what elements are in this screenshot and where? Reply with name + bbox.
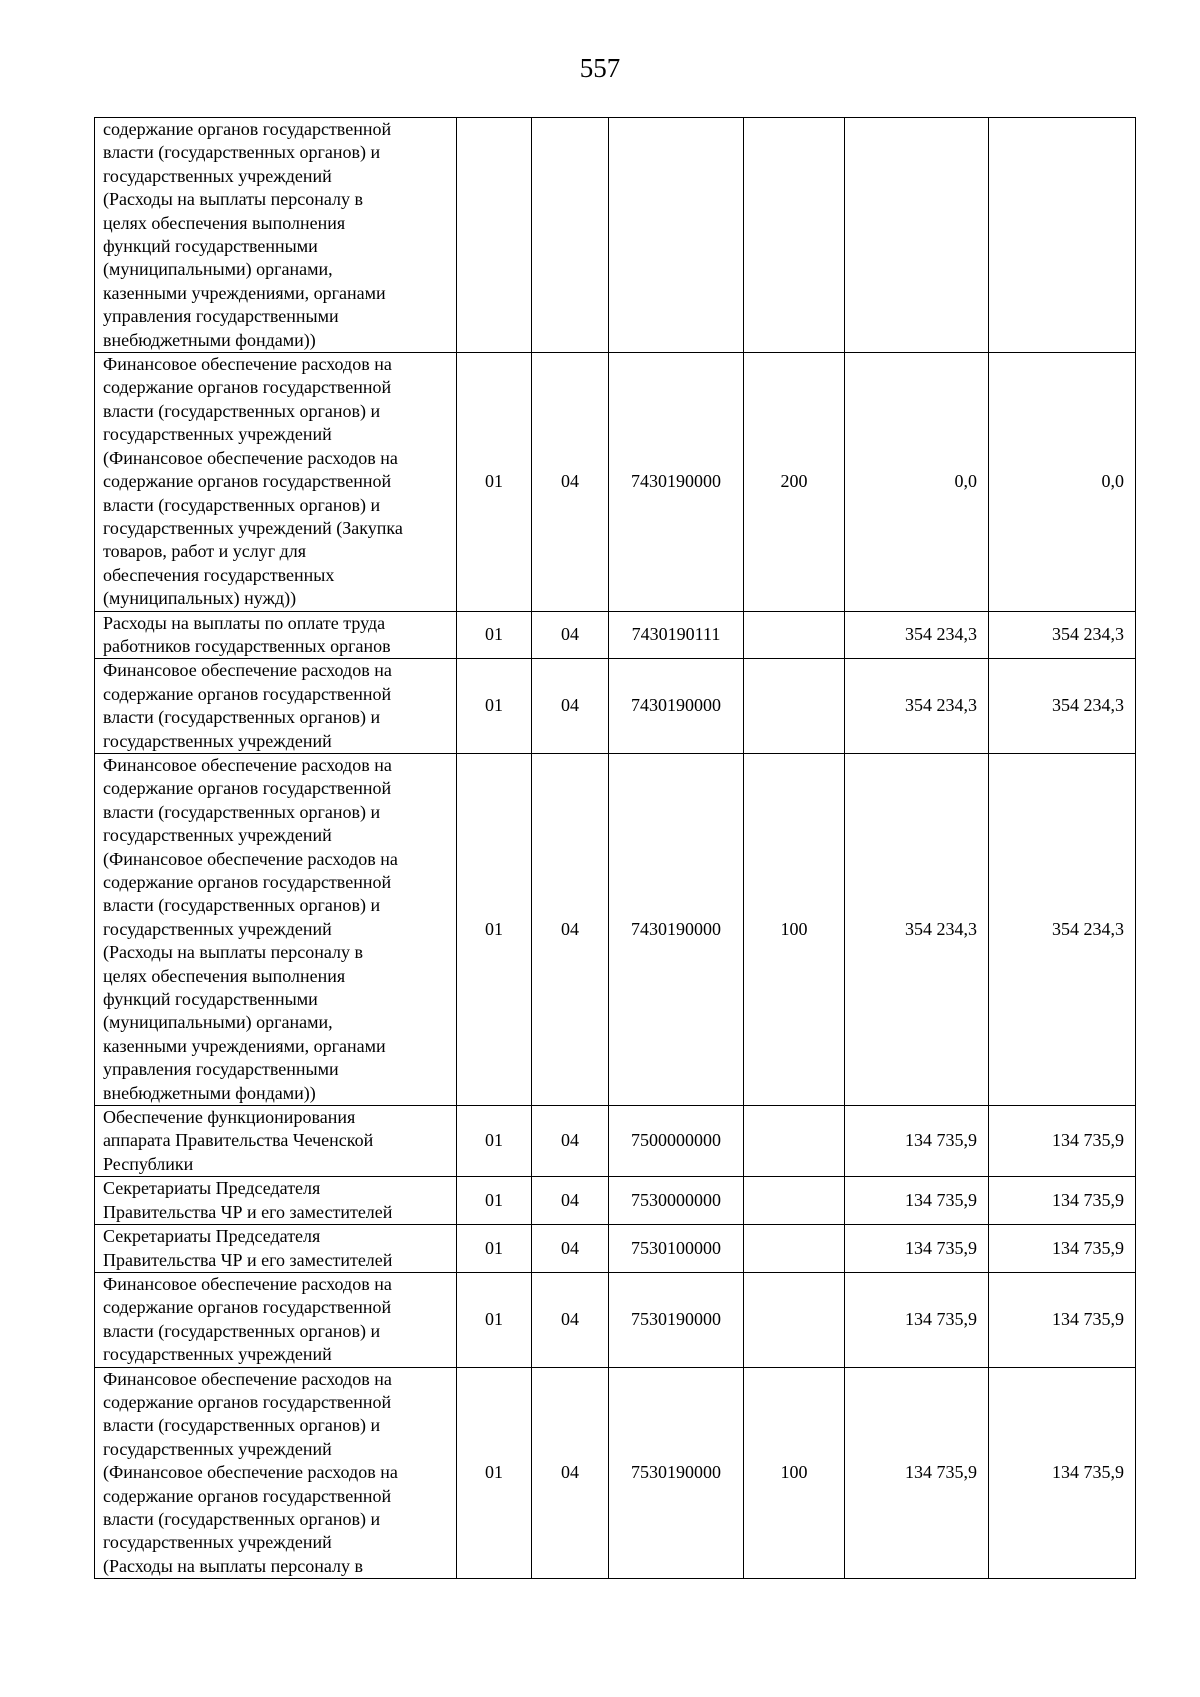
amount-cell-2: 354 234,3 — [989, 659, 1136, 754]
item-name-line: Секретариаты Председателя — [103, 1178, 321, 1199]
section-code-cell — [457, 118, 532, 353]
section-code-cell: 01 — [457, 611, 532, 659]
item-name-line: аппарата Правительства Чеченской — [103, 1130, 374, 1151]
amount-cell-1: 134 735,9 — [845, 1367, 989, 1579]
item-name-line: государственных учреждений (Закупка — [103, 517, 403, 538]
target-article-code-cell: 7530000000 — [609, 1177, 744, 1225]
amount-cell-2: 0,0 — [989, 353, 1136, 611]
item-name-cell — [95, 1177, 457, 1225]
amount-cell-1: 354 234,3 — [845, 753, 989, 1105]
amount-cell-2 — [989, 118, 1136, 353]
section-code-cell: 01 — [457, 353, 532, 611]
item-name-line: содержание органов государственной — [103, 872, 392, 892]
item-name-line: государственных учреждений — [103, 730, 332, 751]
expense-type-code-cell — [744, 1225, 845, 1273]
expense-type-code-cell: 100 — [744, 1367, 845, 1579]
item-name-line: казенными учреждениями, органами — [103, 1035, 386, 1056]
amount-cell-2: 354 234,3 — [989, 753, 1136, 1105]
item-name-line: содержание органов государственной — [103, 778, 392, 799]
item-name-line: функций государственными — [103, 236, 318, 257]
table-row — [95, 1177, 1136, 1225]
item-name-cell — [95, 1272, 457, 1367]
subsection-code-cell: 04 — [532, 611, 609, 659]
item-name-line: содержание органов государственной — [103, 683, 392, 704]
item-name-line: власти (государственных органов) и — [103, 801, 381, 822]
expense-type-code-cell — [744, 1106, 845, 1177]
amount-cell-2: 134 735,9 — [989, 1177, 1136, 1225]
item-name-cell — [95, 118, 457, 353]
section-code-cell: 01 — [457, 1272, 532, 1367]
table-row — [95, 1367, 1136, 1579]
section-code-cell: 01 — [457, 659, 532, 754]
amount-cell-2: 134 735,9 — [989, 1106, 1136, 1177]
item-name-line: целях обеспечения выполнения — [103, 212, 346, 233]
subsection-code-cell: 04 — [532, 1367, 609, 1579]
item-name-line: государственных учреждений — [103, 424, 332, 445]
table-row — [95, 1106, 1136, 1177]
item-name-line: (Финансовое обеспечение расходов на — [103, 1462, 398, 1483]
amount-cell-2: 134 735,9 — [989, 1272, 1136, 1367]
item-name-line: власти (государственных органов) и — [103, 142, 381, 163]
item-name-line: власти (государственных органов) и — [103, 494, 381, 515]
target-article-code-cell: 7530100000 — [609, 1225, 744, 1273]
item-name-line: Финансовое обеспечение расходов на — [103, 660, 392, 681]
item-name-line: Секретариаты Председателя — [103, 1226, 321, 1247]
section-code-cell: 01 — [457, 1367, 532, 1579]
section-code-cell: 01 — [457, 1177, 532, 1225]
subsection-code-cell: 04 — [532, 753, 609, 1105]
page-number: 557 — [579, 53, 621, 83]
amount-cell-2: 134 735,9 — [989, 1225, 1136, 1273]
amount-cell-1: 354 234,3 — [845, 611, 989, 659]
item-name-line: государственных учреждений — [103, 825, 332, 846]
subsection-code-cell: 04 — [532, 1177, 609, 1225]
item-name-line: содержание органов государственной — [103, 1297, 392, 1318]
item-name-cell — [95, 753, 457, 1105]
item-name-line: Расходы на выплаты по оплате труда — [103, 612, 386, 633]
table-row — [95, 1272, 1136, 1367]
item-name-line: функций государственными — [103, 989, 318, 1010]
item-name-line: власти (государственных органов) и — [103, 1320, 381, 1341]
item-name-line: (Финансовое обеспечение расходов на — [103, 848, 398, 869]
target-article-code-cell: 7430190111 — [609, 611, 744, 659]
item-name-line: (муниципальными) органами, — [103, 1012, 333, 1033]
subsection-code-cell: 04 — [532, 1272, 609, 1367]
item-name-line: государственных учреждений — [103, 1532, 332, 1553]
target-article-code-cell: 7500000000 — [609, 1106, 744, 1177]
section-code-cell: 01 — [457, 1106, 532, 1177]
section-code-cell: 01 — [457, 753, 532, 1105]
item-name-line: Финансовое обеспечение расходов на — [103, 354, 392, 375]
item-name-line: товаров, работ и услуг для — [103, 541, 307, 562]
item-name-line: власти (государственных органов) и — [103, 707, 381, 728]
item-name-line: обеспечения государственных — [103, 564, 335, 585]
subsection-code-cell — [532, 118, 609, 353]
item-name-line: власти (государственных органов) и — [103, 895, 381, 916]
item-name-line: Финансовое обеспечение расходов на — [103, 1368, 392, 1389]
item-name-line: управления государственными — [103, 1059, 339, 1080]
item-name-line: государственных учреждений — [103, 1344, 332, 1365]
table-row — [95, 659, 1136, 754]
item-name-line: внебюджетными фондами)) — [103, 329, 316, 350]
target-article-code-cell: 7530190000 — [609, 1367, 744, 1579]
item-name-line: содержание органов государственной — [103, 1485, 392, 1506]
expense-type-code-cell — [744, 659, 845, 754]
expense-type-code-cell — [744, 611, 845, 659]
amount-cell-1: 134 735,9 — [845, 1177, 989, 1225]
item-name-line: государственных учреждений — [103, 918, 332, 939]
expense-type-code-cell — [744, 1177, 845, 1225]
budget-table — [94, 117, 1136, 1579]
item-name-line: работников государственных органов — [103, 635, 391, 656]
item-name-cell — [95, 659, 457, 754]
item-name-line: содержание органов государственной — [103, 471, 392, 492]
item-name-line: внебюджетными фондами)) — [103, 1082, 316, 1103]
item-name-line: содержание органов государственной — [103, 119, 392, 139]
table-row — [95, 1225, 1136, 1273]
amount-cell-1: 0,0 — [845, 353, 989, 611]
target-article-code-cell: 7430190000 — [609, 659, 744, 754]
item-name-line: Финансовое обеспечение расходов на — [103, 754, 392, 775]
item-name-cell — [95, 611, 457, 659]
subsection-code-cell: 04 — [532, 353, 609, 611]
amount-cell-1: 134 735,9 — [845, 1225, 989, 1273]
item-name-cell — [95, 1225, 457, 1273]
item-name-line: (муниципальных) нужд)) — [103, 588, 297, 609]
item-name-cell — [95, 1106, 457, 1177]
expense-type-code-cell: 200 — [744, 353, 845, 611]
item-name-line: (Расходы на выплаты персоналу в — [103, 189, 363, 210]
target-article-code-cell: 7430190000 — [609, 753, 744, 1105]
item-name-line: (муниципальными) органами, — [103, 259, 333, 280]
amount-cell-2: 354 234,3 — [989, 611, 1136, 659]
amount-cell-1: 134 735,9 — [845, 1106, 989, 1177]
amount-cell-2: 134 735,9 — [989, 1367, 1136, 1579]
item-name-line: казенными учреждениями, органами — [103, 282, 386, 303]
item-name-line: Финансовое обеспечение расходов на — [103, 1273, 392, 1294]
table-body — [95, 118, 1136, 1579]
item-name-cell — [95, 353, 457, 611]
subsection-code-cell: 04 — [532, 1225, 609, 1273]
item-name-line: содержание органов государственной — [103, 377, 392, 398]
item-name-line: Правительства ЧР и его заместителей — [103, 1201, 393, 1222]
amount-cell-1 — [845, 118, 989, 353]
item-name-line: Правительства ЧР и его заместителей — [103, 1249, 393, 1270]
item-name-line: государственных учреждений — [103, 1438, 332, 1459]
subsection-code-cell: 04 — [532, 659, 609, 754]
target-article-code-cell: 7430190000 — [609, 353, 744, 611]
item-name-line: целях обеспечения выполнения — [103, 965, 346, 986]
subsection-code-cell: 04 — [532, 1106, 609, 1177]
item-name-line: власти (государственных органов) и — [103, 1415, 381, 1436]
table-row — [95, 611, 1136, 659]
item-name-cell — [95, 1367, 457, 1579]
table-row — [95, 753, 1136, 1105]
item-name-line: управления государственными — [103, 306, 339, 327]
expense-type-code-cell: 100 — [744, 753, 845, 1105]
table-row — [95, 353, 1136, 611]
section-code-cell: 01 — [457, 1225, 532, 1273]
amount-cell-1: 354 234,3 — [845, 659, 989, 754]
item-name-line: (Расходы на выплаты персоналу в — [103, 1555, 363, 1576]
item-name-line: власти (государственных органов) и — [103, 1508, 381, 1529]
item-name-line: государственных учреждений — [103, 165, 332, 186]
amount-cell-1: 134 735,9 — [845, 1272, 989, 1367]
target-article-code-cell — [609, 118, 744, 353]
target-article-code-cell: 7530190000 — [609, 1272, 744, 1367]
table-row — [95, 118, 1136, 353]
item-name-line: Республики — [103, 1153, 194, 1174]
expense-type-code-cell — [744, 1272, 845, 1367]
expense-type-code-cell — [744, 118, 845, 353]
item-name-line: содержание органов государственной — [103, 1391, 392, 1412]
item-name-line: власти (государственных органов) и — [103, 400, 381, 421]
item-name-line: (Расходы на выплаты персоналу в — [103, 942, 363, 963]
item-name-line: Обеспечение функционирования — [103, 1107, 356, 1128]
item-name-line: (Финансовое обеспечение расходов на — [103, 447, 398, 468]
